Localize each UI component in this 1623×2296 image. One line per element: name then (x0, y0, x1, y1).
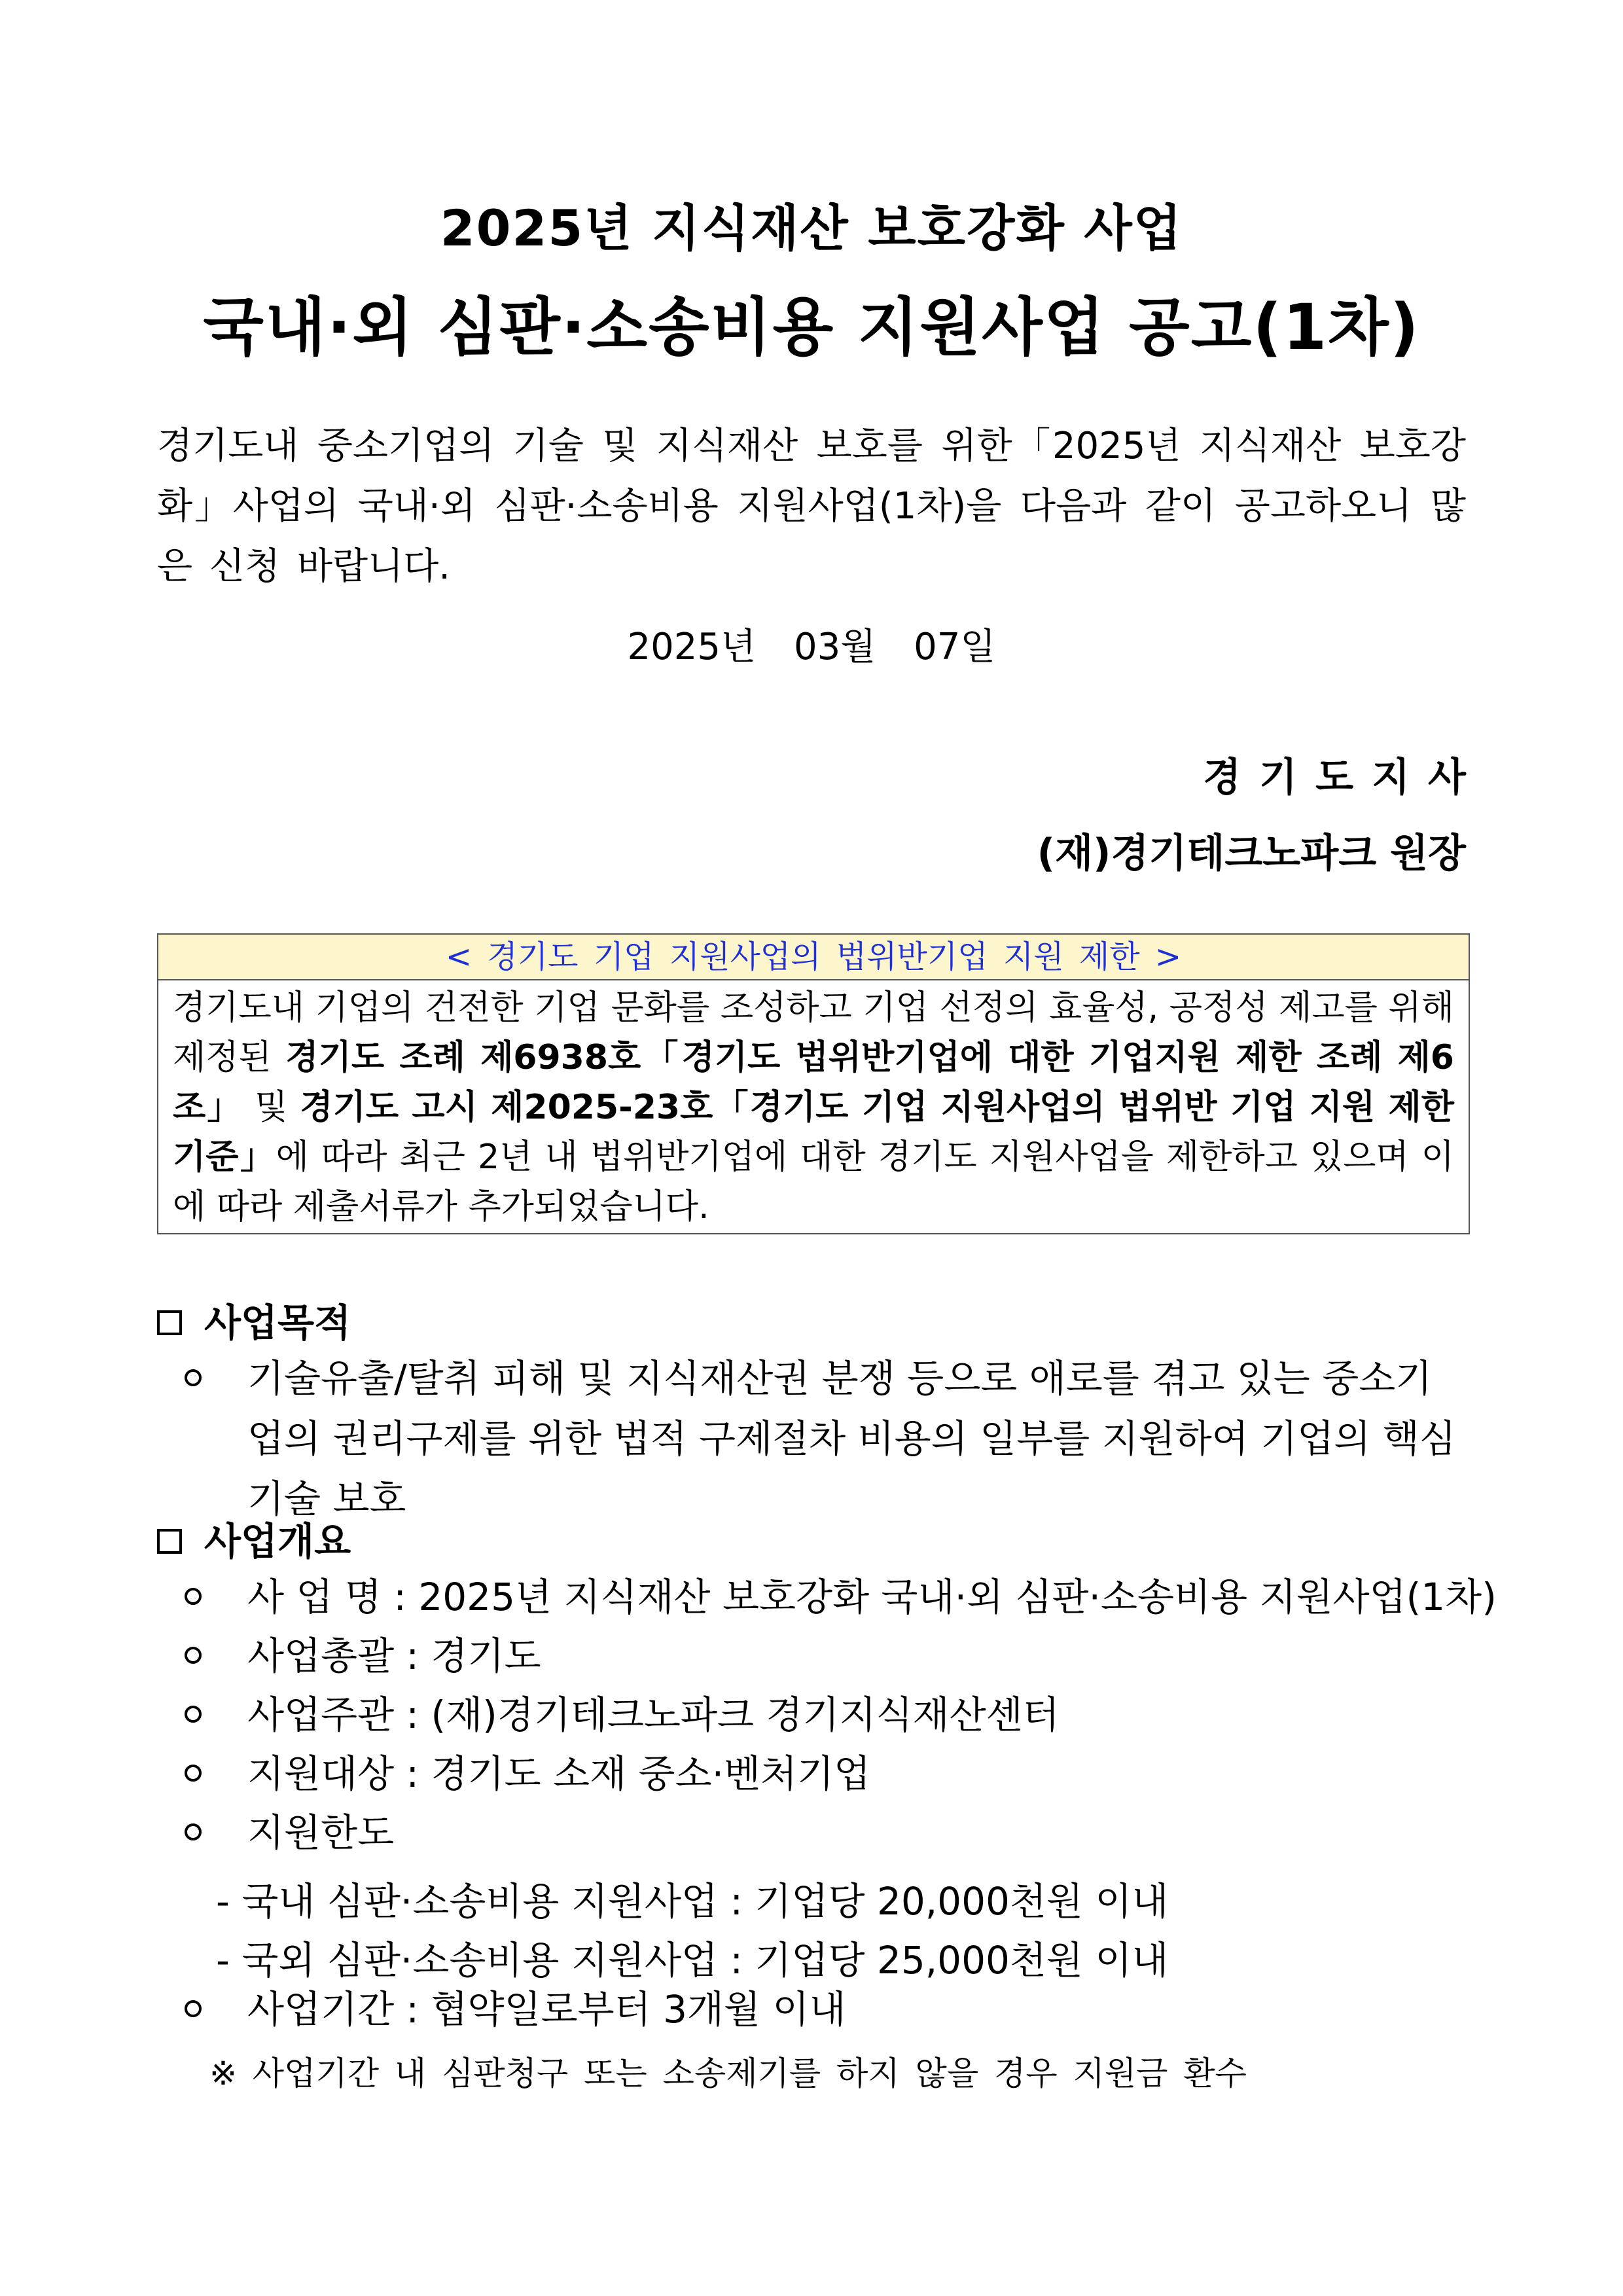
notice-body (158, 980, 1469, 1232)
notice-text-1: 경기도내 기업의 건전한 기업 문화를 조성하고 기업 선정의 효율성, 공정성 제고를 위해 제정된 (173, 988, 1454, 1077)
title-line-2: 국내·외 심판·소송비용 지원사업 공고(1차) (203, 291, 1420, 364)
limit-overseas: - 국외 심판·소송비용 지원사업 : 기업당 25,000천원 이내 (216, 1938, 1169, 1982)
circle-bullet-icon (185, 1369, 202, 1386)
overview-item-operator: 사업주관 : (재)경기테크노파크 경기지식재산센터 (185, 1685, 202, 1745)
notice-heading: < 경기도 기업 지원사업의 법위반기업 지원 제한 > (158, 935, 1469, 980)
circle-bullet-icon (185, 1588, 202, 1605)
notice-ordinance: 경기도 조례 제6938호「경기도 법위반기업에 대한 기업지원 제한 조례 제6조」 (173, 1038, 1454, 1127)
announcement-date: 2025년 03월 07일 (627, 626, 996, 668)
purpose-item (185, 1348, 1467, 1521)
title-line-1: 2025년 지식재산 보호강화 사업 (440, 199, 1183, 257)
square-bullet-icon (157, 1310, 182, 1335)
period-note: ※ 사업기간 내 심판청구 또는 소송제기를 하지 않을 경우 지원금 환수 (209, 2054, 1247, 2092)
limit-domestic: - 국내 심판·소송비용 지원사업 : 기업당 20,000천원 이내 (216, 1879, 1169, 1924)
overview-item-supervisor: 사업총괄 : 경기도 (185, 1626, 202, 1686)
circle-bullet-icon (185, 1706, 202, 1723)
section-overview (157, 1511, 351, 1566)
circle-bullet-icon (185, 2000, 202, 2017)
overview-item-limit: 지원한도 (185, 1803, 202, 1863)
signer-governor: 경기도지사 (1203, 755, 1484, 800)
notice-text-2: 및 (242, 1088, 300, 1127)
section-purpose (157, 1292, 351, 1347)
purpose-text: 기술유출/탈취 피해 및 지식재산권 분쟁 등으로 애로를 겪고 있는 중소기업의 권리구제를 위한 법적 구제절차 비용의 일부를 지원하여 기업의 핵심기술 보호 (247, 1356, 1456, 1521)
signer-director: (재)경기테크노파크 원장 (1037, 831, 1466, 876)
notice-box (157, 933, 1470, 1234)
section-overview-heading: 사업개요 (204, 1519, 351, 1564)
circle-bullet-icon (185, 1765, 202, 1782)
overview-item-name: 사 업 명 : 2025년 지식재산 보호강화 국내·외 심판·소송비용 지원사업(1차) (185, 1567, 202, 1627)
overview-item-period: 사업기간 : 협약일로부터 3개월 이내 (185, 1979, 202, 2039)
circle-bullet-icon (185, 1647, 202, 1664)
circle-bullet-icon (185, 1823, 202, 1840)
overview-item-target: 지원대상 : 경기도 소재 중소·벤처기업 (185, 1744, 202, 1804)
notice-public-notice: 경기도 고시 제2025-23호「경기도 기업 지원사업의 법위반 기업 지원 제한 기준」 (173, 1088, 1454, 1177)
notice-text-3: 에 따라 최근 2년 내 법위반기업에 대한 경기도 지원사업을 제한하고 있으며 이에 따라 제출서류가 추가되었습니다. (173, 1138, 1454, 1227)
square-bullet-icon (157, 1529, 182, 1554)
section-purpose-heading: 사업목적 (204, 1300, 351, 1345)
intro-paragraph: 경기도내 중소기업의 기술 및 지식재산 보호를 위한「2025년 지식재산 보호강화」사업의 국내·외 심판·소송비용 지원사업(1차)을 다음과 같이 공고하오니 많은 신청 바랍니다. (157, 425, 1466, 588)
